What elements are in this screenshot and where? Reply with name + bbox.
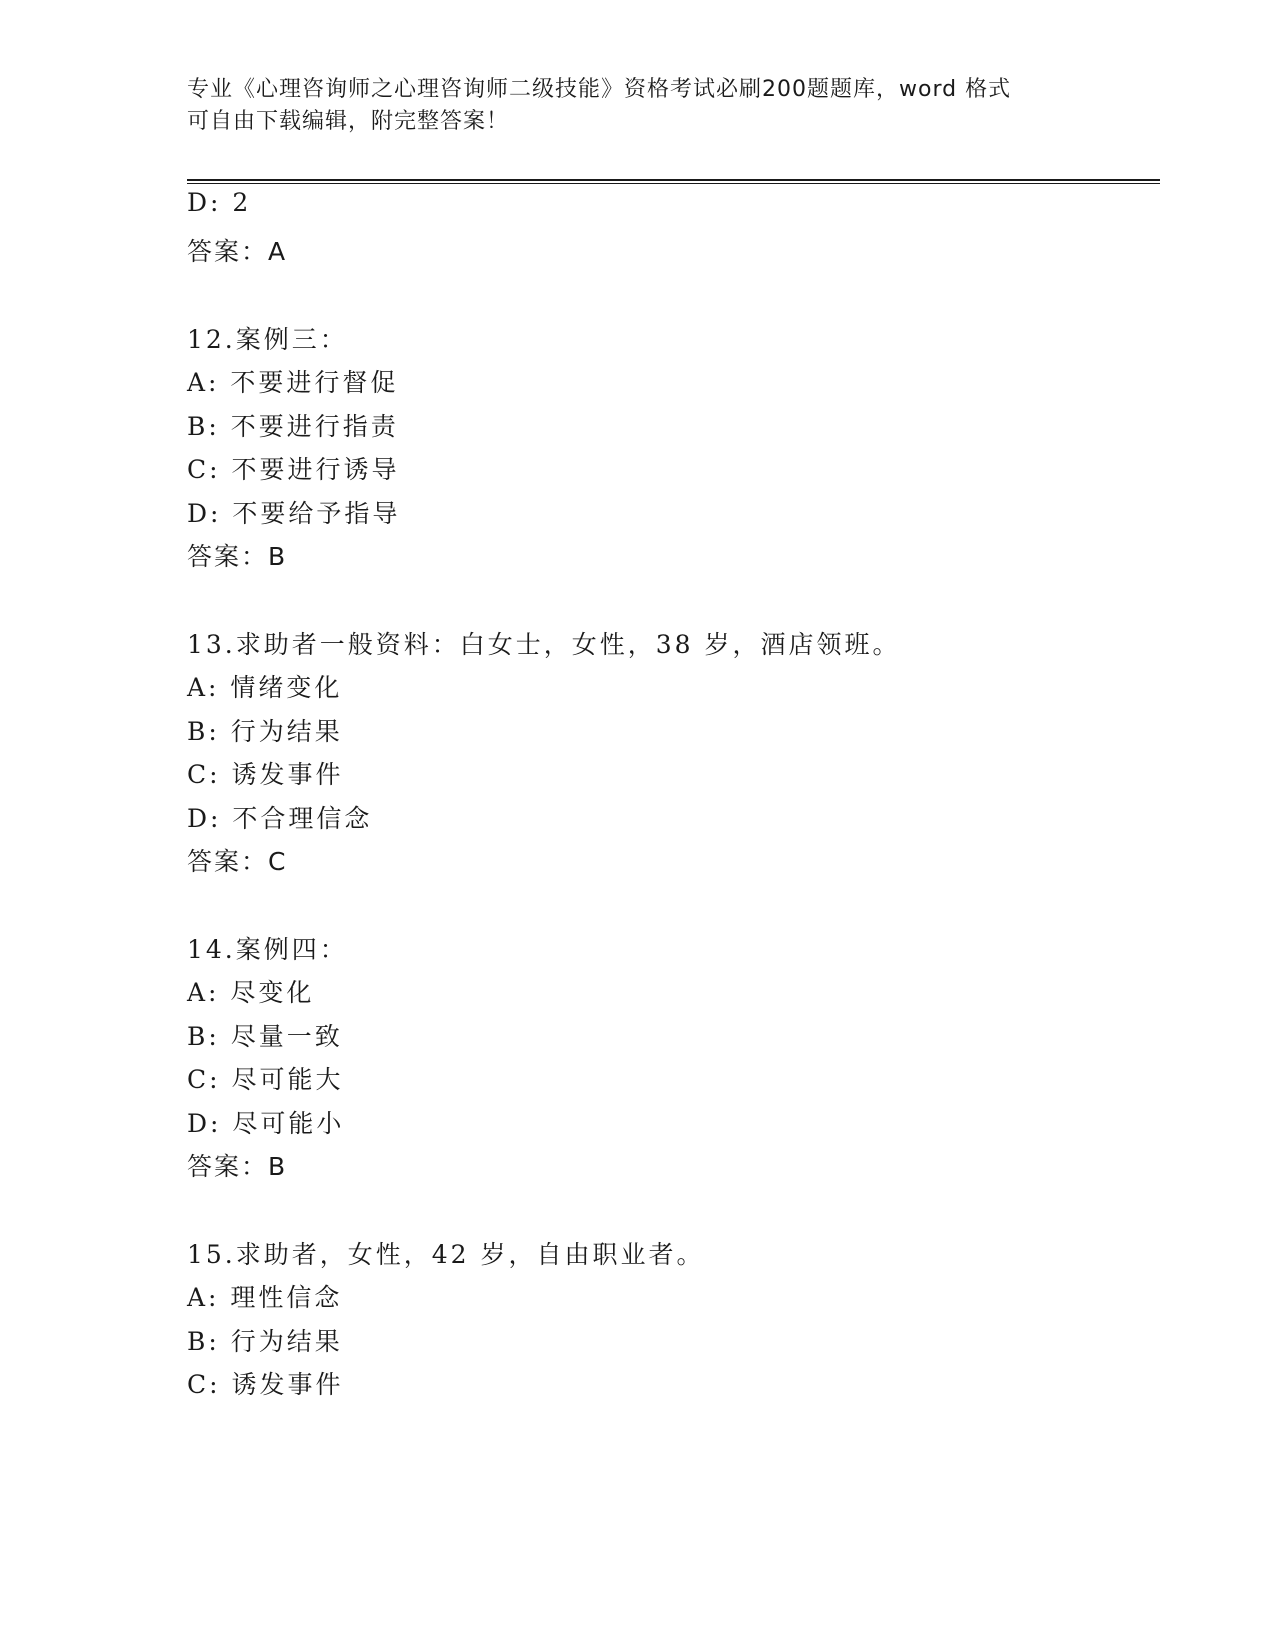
- header-title-line-1: 专业《心理咨询师之心理咨询师二级技能》资格考试必刷200题题库，word 格式: [187, 77, 1012, 102]
- option-c: C: 尽可能大: [187, 1065, 344, 1094]
- option-d: D: 尽可能小: [187, 1109, 345, 1138]
- option-a: A: 尽变化: [187, 978, 315, 1007]
- option-a: A: 理性信念: [187, 1283, 343, 1312]
- question-stem-13: 13.求助者一般资料：白女士，女性，38 岁，酒店领班。: [187, 630, 901, 659]
- answer-line: 答案：B: [187, 542, 288, 571]
- option-c: C: 诱发事件: [187, 760, 344, 789]
- option-d: D: 2: [187, 188, 252, 217]
- header-divider-thick: [187, 179, 1160, 181]
- header-divider-thin: [187, 183, 1160, 184]
- option-d: D: 不要给予指导: [187, 499, 401, 528]
- option-b: B: 行为结果: [187, 1327, 343, 1356]
- option-b: B: 行为结果: [187, 717, 343, 746]
- option-a: A: 不要进行督促: [187, 368, 399, 397]
- header-title-line-2: 可自由下载编辑，附完整答案！: [187, 109, 510, 134]
- question-stem-12: 12.案例三：: [187, 325, 348, 354]
- option-b: B: 尽量一致: [187, 1022, 343, 1051]
- option-b: B: 不要进行指责: [187, 412, 399, 441]
- question-stem-14: 14.案例四：: [187, 935, 348, 964]
- answer-line: 答案：A: [187, 237, 288, 266]
- question-stem-15: 15.求助者，女性，42 岁，自由职业者。: [187, 1240, 705, 1269]
- option-c: C: 诱发事件: [187, 1370, 344, 1399]
- page-header: [187, 74, 1087, 138]
- option-d: D: 不合理信念: [187, 804, 373, 833]
- option-c: C: 不要进行诱导: [187, 455, 400, 484]
- answer-line: 答案：B: [187, 1152, 288, 1181]
- option-a: A: 情绪变化: [187, 673, 343, 702]
- answer-line: 答案：C: [187, 847, 288, 876]
